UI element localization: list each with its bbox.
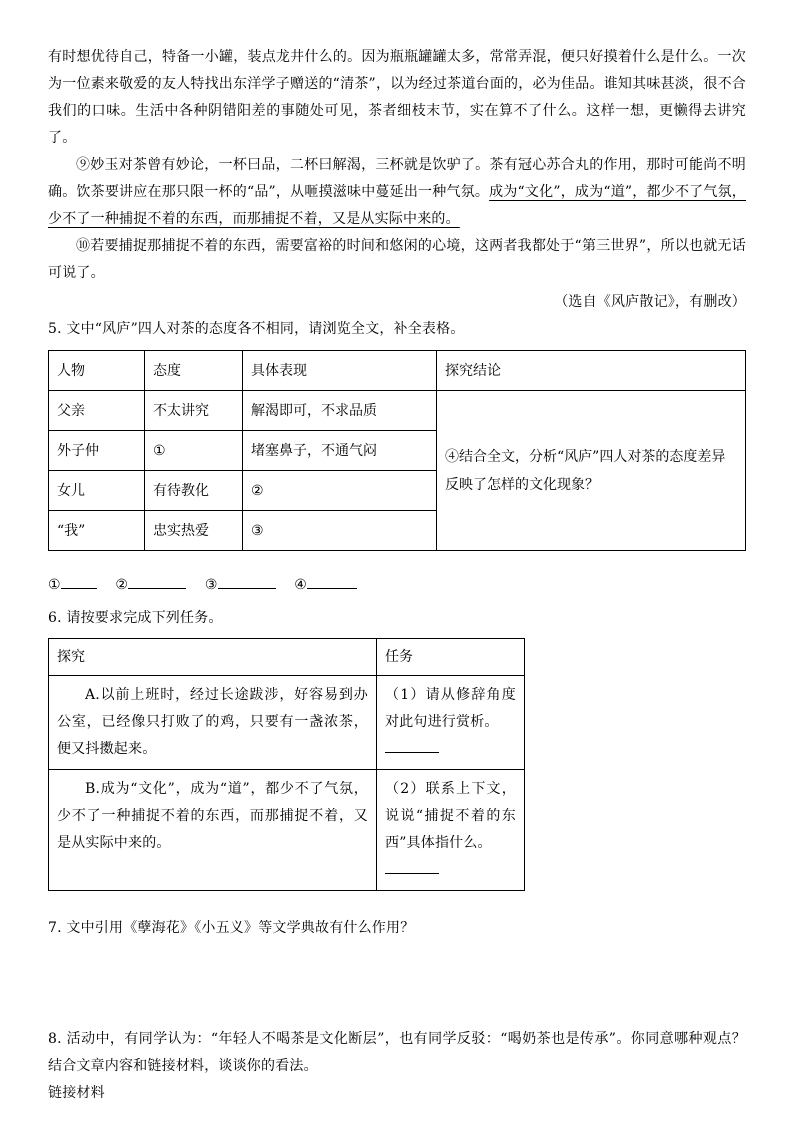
- paragraph-9-text: ⑨妙玉对茶曾有妙论，一杯曰品，二杯曰解渴，三杯就是饮驴了。茶有冠心苏合丸的作用，那时可能尚不明确。饮茶要讲应在那只限一杯的“品”，从咂摸滋味中蔓延出一种气氛。: [48, 157, 746, 200]
- answer-blanks: [48, 572, 746, 599]
- attitude-cell: 有待教化: [145, 471, 243, 511]
- blank-label: ③: [204, 577, 218, 593]
- explore-text: A.以前上班时，经过长途跋涉，好容易到办公室，已经像只打败了的鸡，只要有一盏浓茶，便又抖擞起来。: [57, 687, 368, 757]
- answer-blank-4[interactable]: [307, 572, 357, 589]
- header-cell: 态度: [145, 351, 243, 391]
- question-8-prompt: 8. 活动中，有同学认为：“年轻人不喝茶是文化断层”，也有同学反驳：“喝奶茶也是传承”。你同意哪种观点？结合文章内容和链接材料，谈谈你的看法。: [48, 1031, 746, 1074]
- explore-text: B.成为“文化”，成为“道”，都少不了气氛，少不了一种捕捉不着的东西，而那捕捉不着，又是从实际中来的。: [57, 781, 368, 851]
- question-7-prompt: 7. 文中引用《孽海花》《小五义》等文学典故有什么作用？: [48, 920, 415, 936]
- passage-source: （选自《风庐散记》，有删改）: [554, 294, 746, 310]
- passage-paragraph-10: ⑩若要捕捉那捕捉不着的东西，需要富裕的时间和悠闲的心境，这两者我都处于“第三世界”，所以也就无话可说了。: [48, 238, 746, 281]
- task-cell: [377, 770, 525, 891]
- link-material-label: 链接材料: [48, 1085, 105, 1101]
- header-cell: 探究: [49, 639, 377, 676]
- blank-label: ②: [115, 577, 129, 593]
- answer-line[interactable]: [385, 738, 439, 753]
- answer-blank-3[interactable]: [218, 572, 276, 589]
- table-row: [49, 391, 746, 431]
- answer-blank-2[interactable]: [128, 572, 186, 589]
- answer-blank-1[interactable]: [61, 572, 97, 589]
- task-cell: [377, 676, 525, 770]
- header-cell: 人物: [49, 351, 145, 391]
- task-text: （2）联系上下文，说说“捕捉不着的东西”具体指什么。: [385, 781, 516, 851]
- behavior-cell: ③: [243, 511, 437, 551]
- passage-paragraph-9: [48, 152, 746, 233]
- paragraph-9-underlined-sentence: 成为“文化”，成为“道”，都少不了气氛，少不了一种捕捉不着的东西，而那捕捉不着，又是从实际中来的。: [48, 184, 746, 227]
- person-cell: 外子仲: [49, 431, 145, 471]
- person-cell: 女儿: [49, 471, 145, 511]
- header-cell: 具体表现: [243, 351, 437, 391]
- header-cell: 探究结论: [437, 351, 746, 391]
- attitude-cell: 不太讲究: [145, 391, 243, 431]
- answer-line[interactable]: [385, 859, 439, 874]
- person-cell: 父亲: [49, 391, 145, 431]
- blank-label: ④: [294, 577, 308, 593]
- behavior-cell: 堵塞鼻子，不通气闷: [243, 431, 437, 471]
- passage-paragraph: 有时想优待自己，特备一小罐，装点龙井什么的。因为瓶瓶罐罐太多，常常弄混，便只好摸着什么是什么。一次为一位素来敬爱的友人特找出东洋学子赠送的“清茶”，以为经过茶道台面的，必为佳品。谁知其味甚淡，很不合我们的口味。生活中各种阴错阳差的事随处可见，茶者细枝末节，实在算不了什么。这样一想，更懒得去讲究了。: [48, 49, 746, 146]
- behavior-cell: 解渴即可，不求品质: [243, 391, 437, 431]
- attitude-cell: ①: [145, 431, 243, 471]
- attitude-table: [48, 350, 746, 551]
- attitude-cell: 忠实热爱: [145, 511, 243, 551]
- table-row: [49, 770, 525, 891]
- header-cell: 任务: [377, 639, 525, 676]
- table-header-row: [49, 639, 525, 676]
- table-row: [49, 676, 525, 770]
- explore-cell: [49, 676, 377, 770]
- table-header-row: [49, 351, 746, 391]
- question-5-prompt: 5. 文中“风庐”四人对茶的态度各不相同，请浏览全文，补全表格。: [48, 321, 465, 337]
- blank-label: ①: [48, 577, 61, 593]
- task-text: （1）请从修辞角度对此句进行赏析。: [385, 687, 516, 730]
- conclusion-cell: ④结合全文，分析“风庐”四人对茶的态度差异反映了怎样的文化现象？: [437, 391, 746, 551]
- exam-page: [48, 44, 746, 1107]
- task-table: [48, 638, 525, 891]
- person-cell: “我”: [49, 511, 145, 551]
- behavior-cell: ②: [243, 471, 437, 511]
- question-6-prompt: 6. 请按要求完成下列任务。: [48, 610, 223, 626]
- explore-cell: [49, 770, 377, 891]
